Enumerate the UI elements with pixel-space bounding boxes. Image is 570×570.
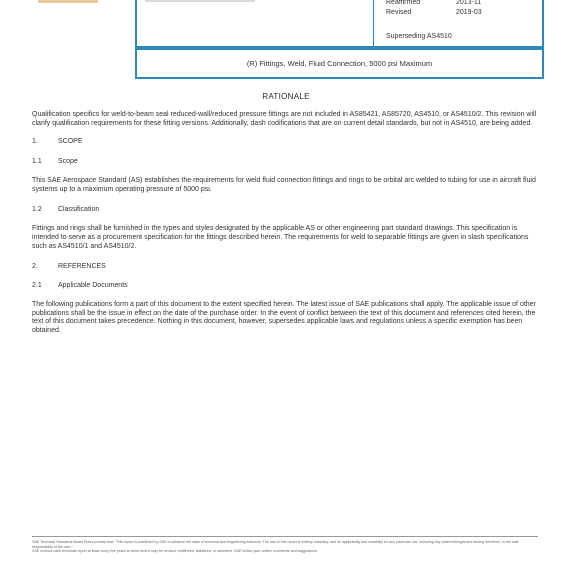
section-number: 1.1 xyxy=(32,158,42,166)
document-title-box xyxy=(135,48,544,79)
section-heading-1-2 xyxy=(32,206,540,213)
rationale-paragraph: Qualification specifics for weld-to-beam seal reduced-wall/reduced pressure fittings are not included in AS85421, AS85720, AS4510, or AS4510/2. This revision will clarify qualification requirements for these fitting versions. Additionally, dash codifications that are on current detail standards, but not in AS4510, are being added. xyxy=(32,111,537,127)
rationale-heading: RATIONALE xyxy=(262,92,310,101)
section-number: 2.1 xyxy=(32,282,42,290)
reaffirmed-row xyxy=(386,0,481,6)
section-heading-references xyxy=(32,263,540,270)
section-heading-2-1 xyxy=(32,282,540,289)
document-body xyxy=(32,92,540,336)
footer-divider xyxy=(32,536,538,537)
revised-label: Revised xyxy=(386,9,412,16)
footer-rules-note: SAE Technical Standards Board Rules provide that: "This report is published by SAE to advance the state of technical and engineering sciences. The use of this report is entirely voluntary, and its applicability and suitability for any particular use, including any patent infringement arising therefrom, is the sole responsibility of the user." xyxy=(32,540,519,549)
document-header-box xyxy=(135,0,544,48)
reaffirmed-label: Reaffirmed xyxy=(386,0,421,6)
revised-row xyxy=(386,9,482,16)
section-number: 2. xyxy=(32,263,38,271)
revision-info xyxy=(373,0,549,46)
section-title: Scope xyxy=(58,158,78,166)
document-title: (R) Fittings, Weld, Fluid Connection, 5000 psi Maximum xyxy=(246,59,433,68)
applicable-documents-paragraph: The following publications form a part of this document to the extent specified herein. The latest issue of SAE publications shall apply. The applicable issue of other publications shall be the issue in effect on the date of the purchase order. In the event of conflict between the text of this document and references cited herein, the text of this document takes precedence. Nothing in this document, however, supersedes applicable laws and regulations unless a specific exemption has been obtained. xyxy=(32,301,536,334)
section-heading-1-1 xyxy=(32,158,540,165)
document-footer xyxy=(32,540,538,554)
section-title: SCOPE xyxy=(58,138,83,146)
document-number-fragment xyxy=(145,0,255,2)
section-heading-scope xyxy=(32,138,540,145)
section-number: 1. xyxy=(32,138,38,146)
classification-paragraph: Fittings and rings shall be furnished in the types and styles designated by the applicable AS or other engineering part standard drawings. This specification is intended to serve as a procurement specification for the fittings described herein. The requirements for weld to separable fittings are given in slash specifications such as AS4510/1 and AS4510/2. xyxy=(32,225,529,250)
section-title: REFERENCES xyxy=(58,263,106,271)
section-title: Classification xyxy=(58,206,100,214)
reaffirmed-date: 2013-11 xyxy=(456,0,482,6)
section-number: 1.2 xyxy=(32,206,42,214)
superseding-note: Superseding AS4510 xyxy=(386,33,452,40)
sae-logo xyxy=(38,0,98,3)
revised-date: 2019-03 xyxy=(456,9,482,16)
scope-paragraph: This SAE Aerospace Standard (AS) establishes the requirements for weld fluid connection fittings and rings to be orbital arc welded to tubing for use in aircraft fluid systems up to a maximum operating pressure of 5000 psi. xyxy=(32,177,536,193)
section-title: Applicable Documents xyxy=(58,282,128,290)
footer-review-note: SAE reviews each technical report at least every five years at which time it may be revised, reaffirmed, stabilized, or cancelled. SAE invites your written comments and suggestions. xyxy=(32,549,318,554)
